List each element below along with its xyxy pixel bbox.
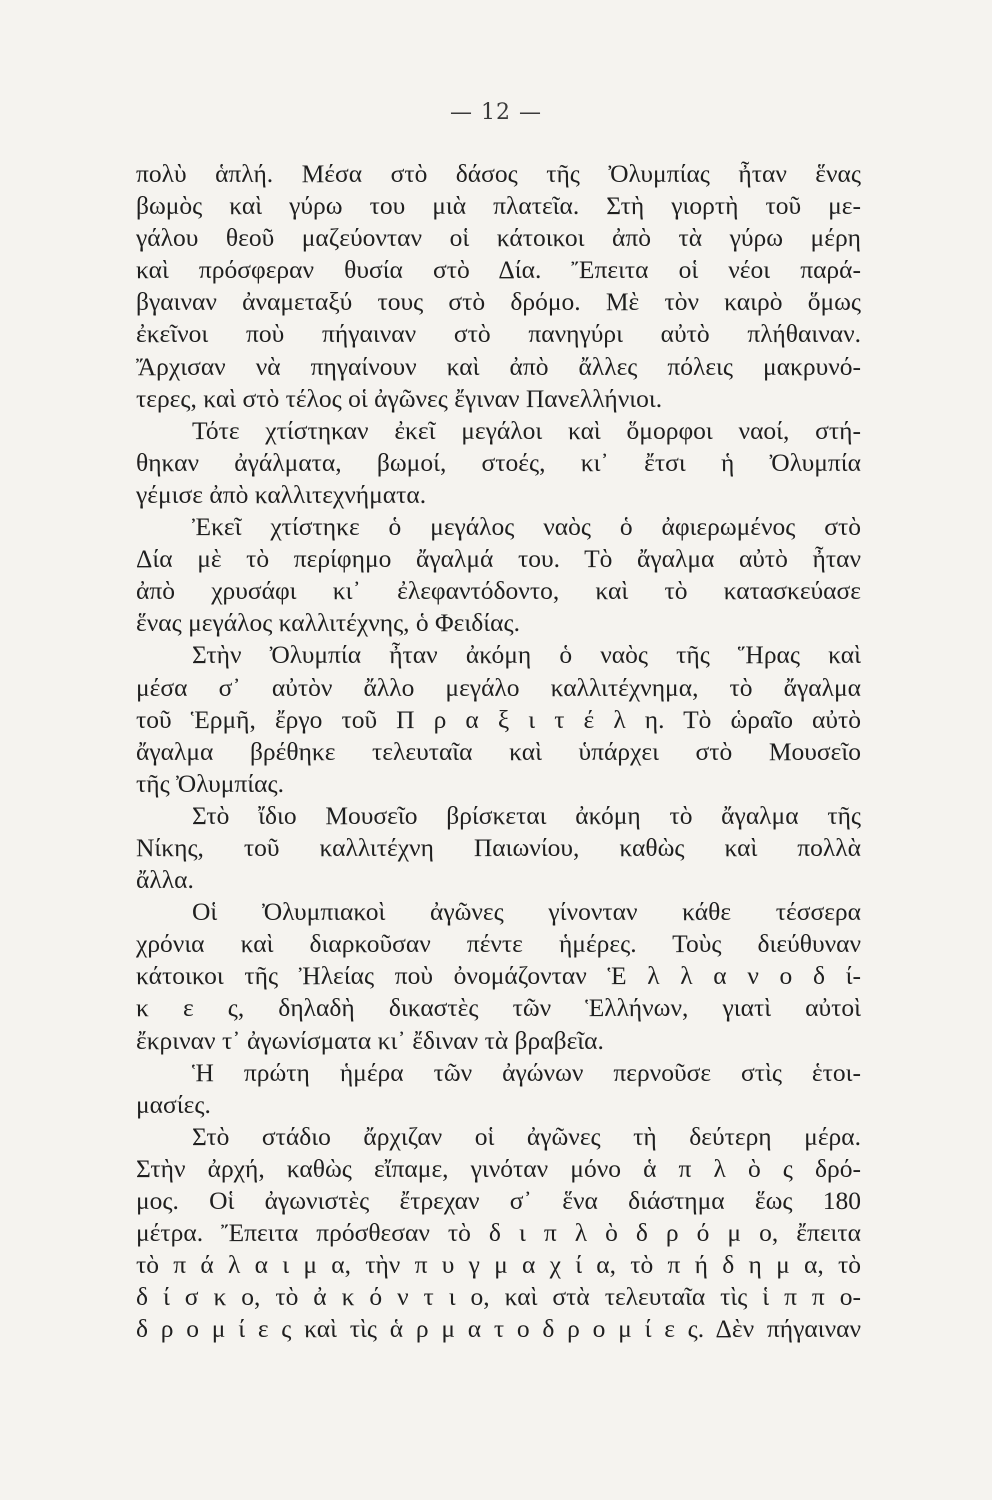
text-line: γέμισε ἀπὸ καλλιτεχνήματα. bbox=[136, 479, 427, 509]
text-line: ἔκριναν τ᾿ ἀγωνίσματα κι᾿ ἔδιναν τὰ βραβεῖα. bbox=[136, 1025, 604, 1055]
text-line: Στὴν ἀρχή, καθὼς εἴπαμε, γινόταν μόνο ἁ π λ ὸ ς δρό- bbox=[136, 1153, 861, 1183]
text-line: ἐκεῖνοι ποὺ πήγαιναν στὸ πανηγύρι αὐτὸ πλήθαιναν. bbox=[136, 319, 861, 349]
text-line: μέσα σ᾿ αὐτὸν ἄλλο μεγάλο καλλιτέχνημα, τὸ ἄγαλμα bbox=[136, 672, 861, 702]
text-line: δ ρ ο μ ί ε ς καὶ τὶς ἁ ρ μ α τ ο δ ρ ο μ ί ε ς. Δὲν πήγαιναν bbox=[136, 1314, 861, 1344]
text-line: τῆς Ὀλυμπίας. bbox=[136, 768, 284, 798]
text-line: Νίκης, τοῦ καλλιτέχνη Παιωνίου, καθὼς καὶ πολλὰ bbox=[136, 832, 861, 862]
text-line: χρόνια καὶ διαρκοῦσαν πέντε ἡμέρες. Τοὺς διεύθυναν bbox=[136, 929, 861, 959]
text-line: τὸ π ά λ α ι μ α, τὴν π υ γ μ α χ ί α, τὸ π ή δ η μ α, τὸ bbox=[136, 1250, 861, 1280]
text-line: Οἱ Ὀλυμπιακοὶ ἀγῶνες γίνονταν κάθε τέσσερα bbox=[192, 897, 861, 927]
text-line: καὶ πρόσφεραν θυσία στὸ Δία. Ἔπειτα οἱ νέοι παρά- bbox=[136, 255, 861, 285]
text-line: κάτοικοι τῆς Ἠλείας ποὺ ὀνομάζονταν Ἑ λ λ α ν ο δ ί- bbox=[136, 961, 861, 991]
text-line: Ἐκεῖ χτίστηκε ὁ μεγάλος ναὸς ὁ ἀφιερωμένος στὸ bbox=[192, 512, 861, 542]
text-line: ἄλλα. bbox=[136, 865, 194, 895]
text-line: βγαιναν ἀναμεταξύ τους στὸ δρόμο. Μὲ τὸν καιρὸ ὅμως bbox=[136, 287, 861, 317]
text-line: τοῦ Ἑρμῆ, ἔργο τοῦ Π ρ α ξ ι τ έ λ η. Τὸ ὡραῖο αὐτὸ bbox=[136, 704, 861, 734]
text-line: θηκαν ἀγάλματα, βωμοί, στοές, κι᾿ ἔτσι ἡ Ὀλυμπία bbox=[136, 447, 861, 477]
text-line: μος. Οἱ ἀγωνιστὲς ἔτρεχαν σ᾿ ἕνα διάστημα ἕως 180 bbox=[136, 1186, 861, 1215]
text-line: γάλου θεοῦ μαζεύονταν οἱ κάτοικοι ἀπὸ τὰ γύρω μέρη bbox=[136, 223, 861, 253]
text-line: ἄγαλμα βρέθηκε τελευταῖα καὶ ὑπάρχει στὸ Μουσεῖο bbox=[136, 736, 861, 766]
text-line: Ἡ πρώτη ἡμέρα τῶν ἀγώνων περνοῦσε στὶς ἑτοι- bbox=[192, 1057, 861, 1087]
body-text bbox=[136, 158, 861, 1345]
page-number: — 12 — bbox=[450, 100, 542, 125]
text-line: Στὴν Ὀλυμπία ἦταν ἀκόμη ὁ ναὸς τῆς Ἥρας καὶ bbox=[192, 640, 861, 670]
text-line: μέτρα. Ἔπειτα πρόσθεσαν τὸ δ ι π λ ὸ δ ρ ό μ ο, ἔπειτα bbox=[136, 1218, 861, 1248]
text-line: Τότε χτίστηκαν ἐκεῖ μεγάλοι καὶ ὅμορφοι ναοί, στή- bbox=[192, 415, 861, 445]
text-line: Δία μὲ τὸ περίφημο ἄγαλμά του. Τὸ ἄγαλμα αὐτὸ ἦταν bbox=[136, 544, 861, 574]
text-line: τερες, καὶ στὸ τέλος οἱ ἀγῶνες ἔγιναν Πανελλήνιοι. bbox=[136, 383, 663, 413]
text-line: ἀπὸ χρυσάφι κι᾿ ἐλεφαντόδοντο, καὶ τὸ κατασκεύασε bbox=[136, 576, 861, 606]
text-line: μασίες. bbox=[136, 1089, 211, 1119]
text-line: βωμὸς καὶ γύρω του μιὰ πλατεῖα. Στὴ γιορτὴ τοῦ με- bbox=[136, 191, 861, 221]
text-line: Ἄρχισαν νὰ πηγαίνουν καὶ ἀπὸ ἄλλες πόλεις μακρυνό- bbox=[136, 351, 861, 381]
text-line: πολὺ ἁπλή. Μέσα στὸ δάσος τῆς Ὀλυμπίας ἦταν ἕνας bbox=[136, 159, 861, 188]
text-line: Στὸ στάδιο ἄρχιζαν οἱ ἀγῶνες τὴ δεύτερη μέρα. bbox=[192, 1121, 861, 1151]
text-line: δ ί σ κ ο, τὸ ἀ κ ό ν τ ι ο, καὶ στὰ τελευταῖα τὶς ἱ π π ο- bbox=[136, 1282, 861, 1312]
text-line: κ ε ς, δηλαδὴ δικαστὲς τῶν Ἑλλήνων, γιατὶ αὐτοὶ bbox=[136, 993, 861, 1023]
text-line: Στὸ ἴδιο Μουσεῖο βρίσκεται ἀκόμη τὸ ἄγαλμα τῆς bbox=[192, 800, 861, 830]
text-line: ἕνας μεγάλος καλλιτέχνης, ὁ Φειδίας. bbox=[136, 608, 520, 638]
